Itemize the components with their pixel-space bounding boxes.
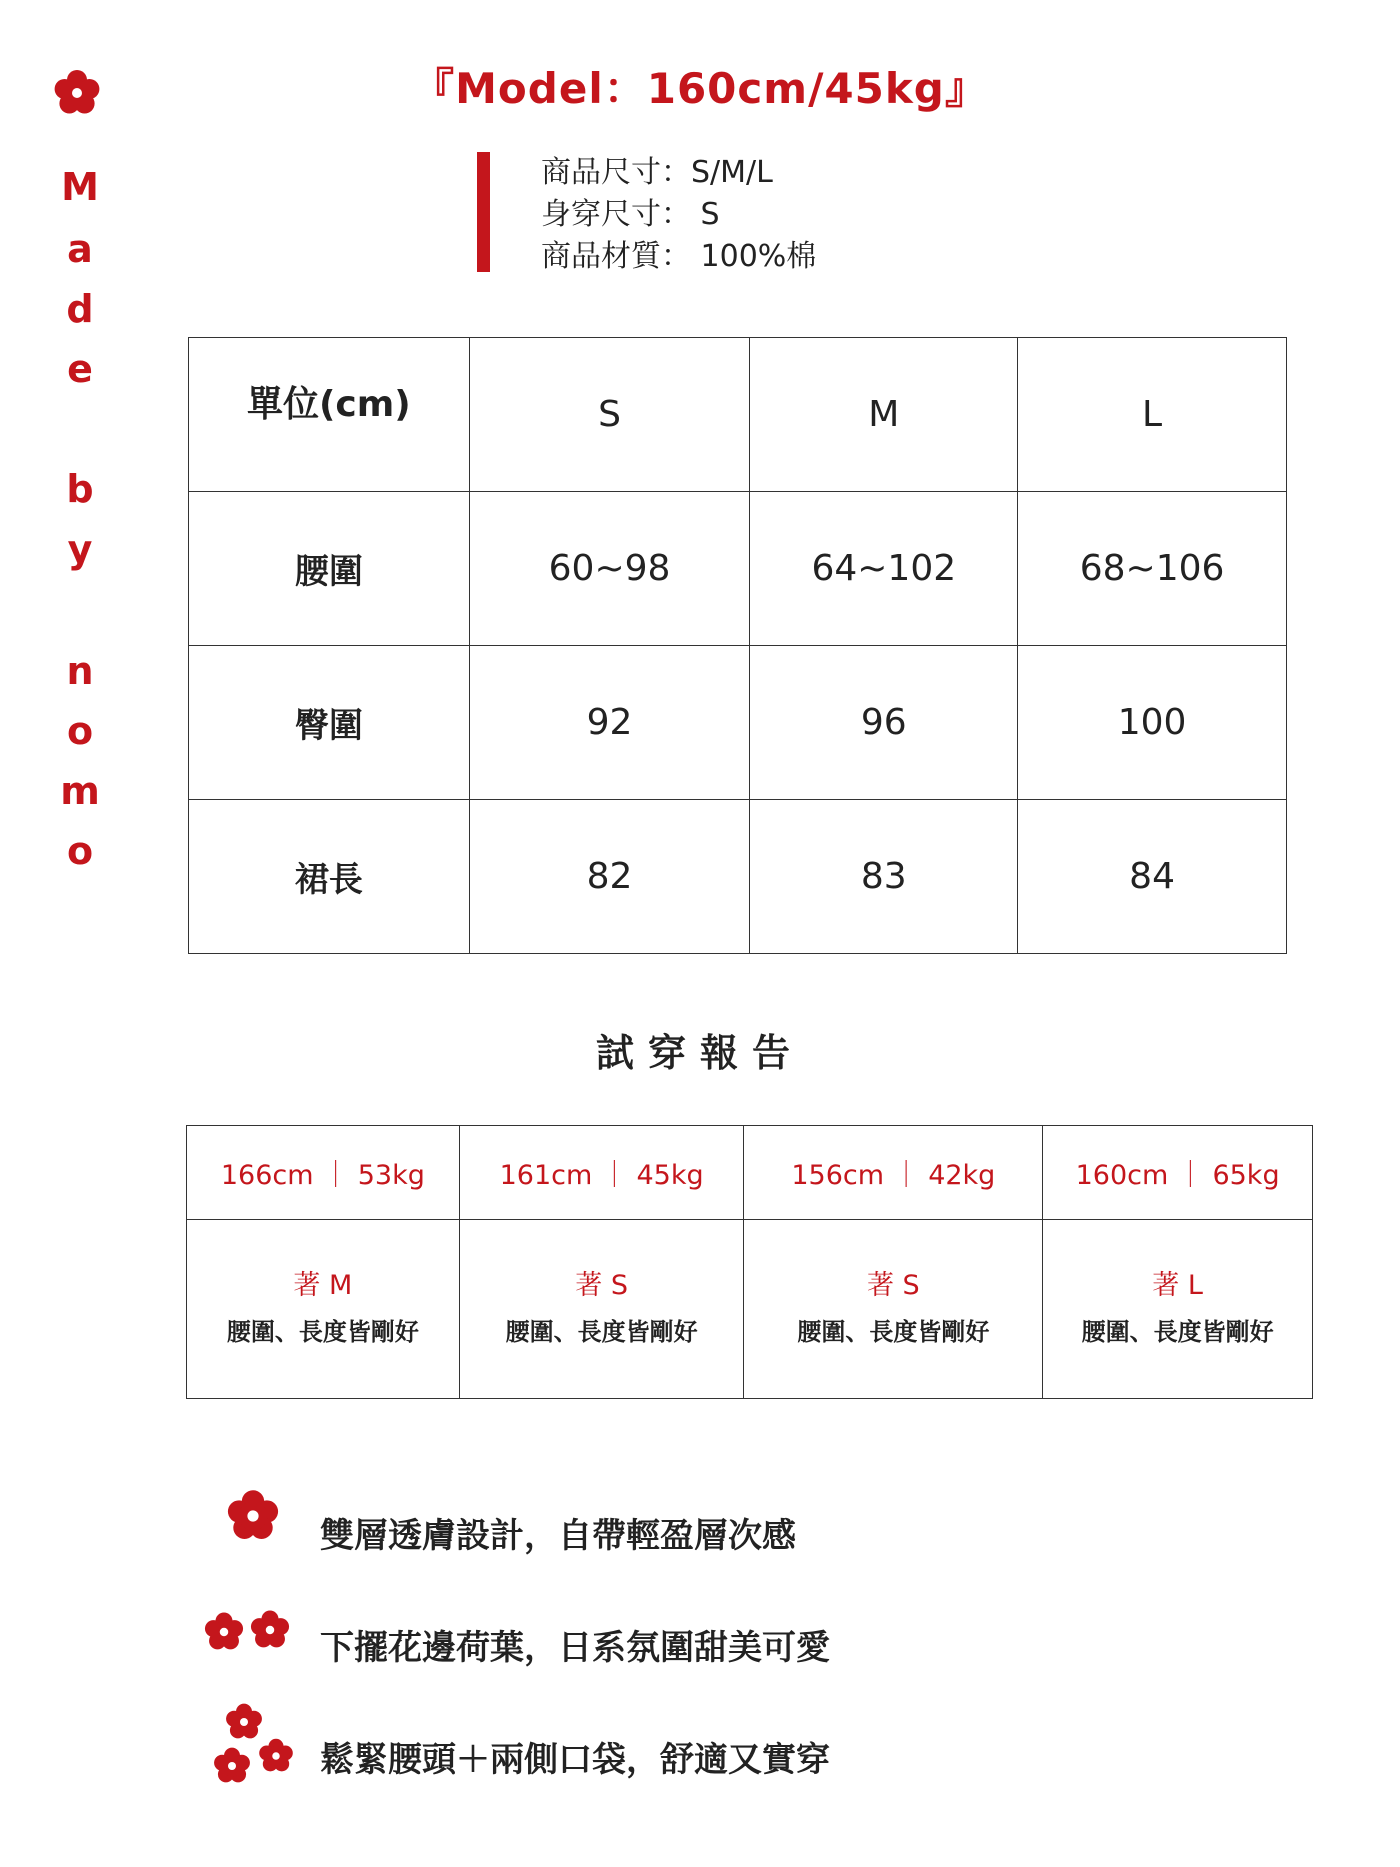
- tester-size: 著 S: [866, 1270, 920, 1301]
- try-on-table: [186, 1125, 1313, 1399]
- tester-result-row: [187, 1220, 1313, 1399]
- tester-note: 腰圍、長度皆剛好: [1081, 1318, 1274, 1346]
- tester-stats: 156cm ｜ 42kg: [744, 1126, 1043, 1220]
- feature-text: 下擺花邊荷葉，日系氛圍甜美可愛: [320, 1628, 830, 1668]
- feature-text: 鬆緊腰頭＋兩側口袋，舒適又實穿: [320, 1740, 830, 1780]
- report-title: 試穿報告: [595, 1031, 804, 1075]
- table-row: [189, 492, 1287, 646]
- table-cell: 100: [1018, 646, 1287, 800]
- three-flowers-icon: [210, 1700, 300, 1792]
- tester-note: 腰圍、長度皆剛好: [797, 1318, 990, 1346]
- table-cell: 68~106: [1018, 492, 1287, 646]
- table-row: [189, 800, 1287, 954]
- size-table: [188, 337, 1287, 954]
- unit-label: 單位(cm): [189, 338, 470, 492]
- brand-letter: a: [67, 227, 93, 271]
- row-label: 腰圍: [189, 492, 470, 646]
- model-info: 『Model：160cm/45kg』: [412, 64, 988, 113]
- brand-letter: e: [67, 347, 93, 391]
- table-row: [189, 646, 1287, 800]
- table-cell: 82: [469, 800, 750, 954]
- size-header: L: [1018, 338, 1287, 492]
- table-cell: 84: [1018, 800, 1287, 954]
- feature-text: 雙層透膚設計，自帶輕盈層次感: [320, 1516, 796, 1556]
- spec-size-range: 商品尺寸：S/M/L: [541, 155, 773, 190]
- row-label: 裙長: [189, 800, 470, 954]
- spec-material: 商品材質： 100%棉: [541, 239, 817, 274]
- brand-letter: b: [66, 467, 94, 511]
- tester-stats: 161cm ｜ 45kg: [459, 1126, 744, 1220]
- brand-letter: M: [61, 165, 99, 209]
- brand-letter: d: [66, 287, 94, 331]
- size-header: M: [750, 338, 1018, 492]
- spec-block: [541, 152, 816, 278]
- tester-size: 著 M: [293, 1270, 353, 1301]
- tester-size: 著 S: [575, 1270, 628, 1301]
- size-header-row: [189, 338, 1287, 492]
- tester-stats: 160cm ｜ 65kg: [1043, 1126, 1313, 1220]
- table-cell: 64~102: [750, 492, 1018, 646]
- tester-result: [744, 1220, 1043, 1399]
- row-label: 臀圍: [189, 646, 470, 800]
- brand-letter: y: [67, 527, 93, 571]
- tester-result: [459, 1220, 744, 1399]
- spec-worn-size: 身穿尺寸： S: [541, 197, 720, 232]
- table-cell: 83: [750, 800, 1018, 954]
- tester-result: [1043, 1220, 1313, 1399]
- one-flower-icon: [225, 1488, 281, 1544]
- size-header: S: [469, 338, 750, 492]
- table-cell: 92: [469, 646, 750, 800]
- brand-letter: m: [60, 769, 100, 813]
- brand-letter: o: [66, 709, 94, 753]
- tester-stats-row: [187, 1126, 1313, 1220]
- brand-letter: n: [66, 649, 94, 693]
- tester-note: 腰圍、長度皆剛好: [505, 1318, 698, 1346]
- brand-letter: o: [66, 829, 94, 873]
- table-cell: 60~98: [469, 492, 750, 646]
- tester-stats: 166cm ｜ 53kg: [187, 1126, 460, 1220]
- table-cell: 96: [750, 646, 1018, 800]
- spec-accent-bar: [477, 152, 490, 272]
- tester-result: [187, 1220, 460, 1399]
- tester-note: 腰圍、長度皆剛好: [226, 1318, 419, 1346]
- tester-size: 著 L: [1152, 1270, 1203, 1301]
- two-flowers-icon: [200, 1608, 296, 1656]
